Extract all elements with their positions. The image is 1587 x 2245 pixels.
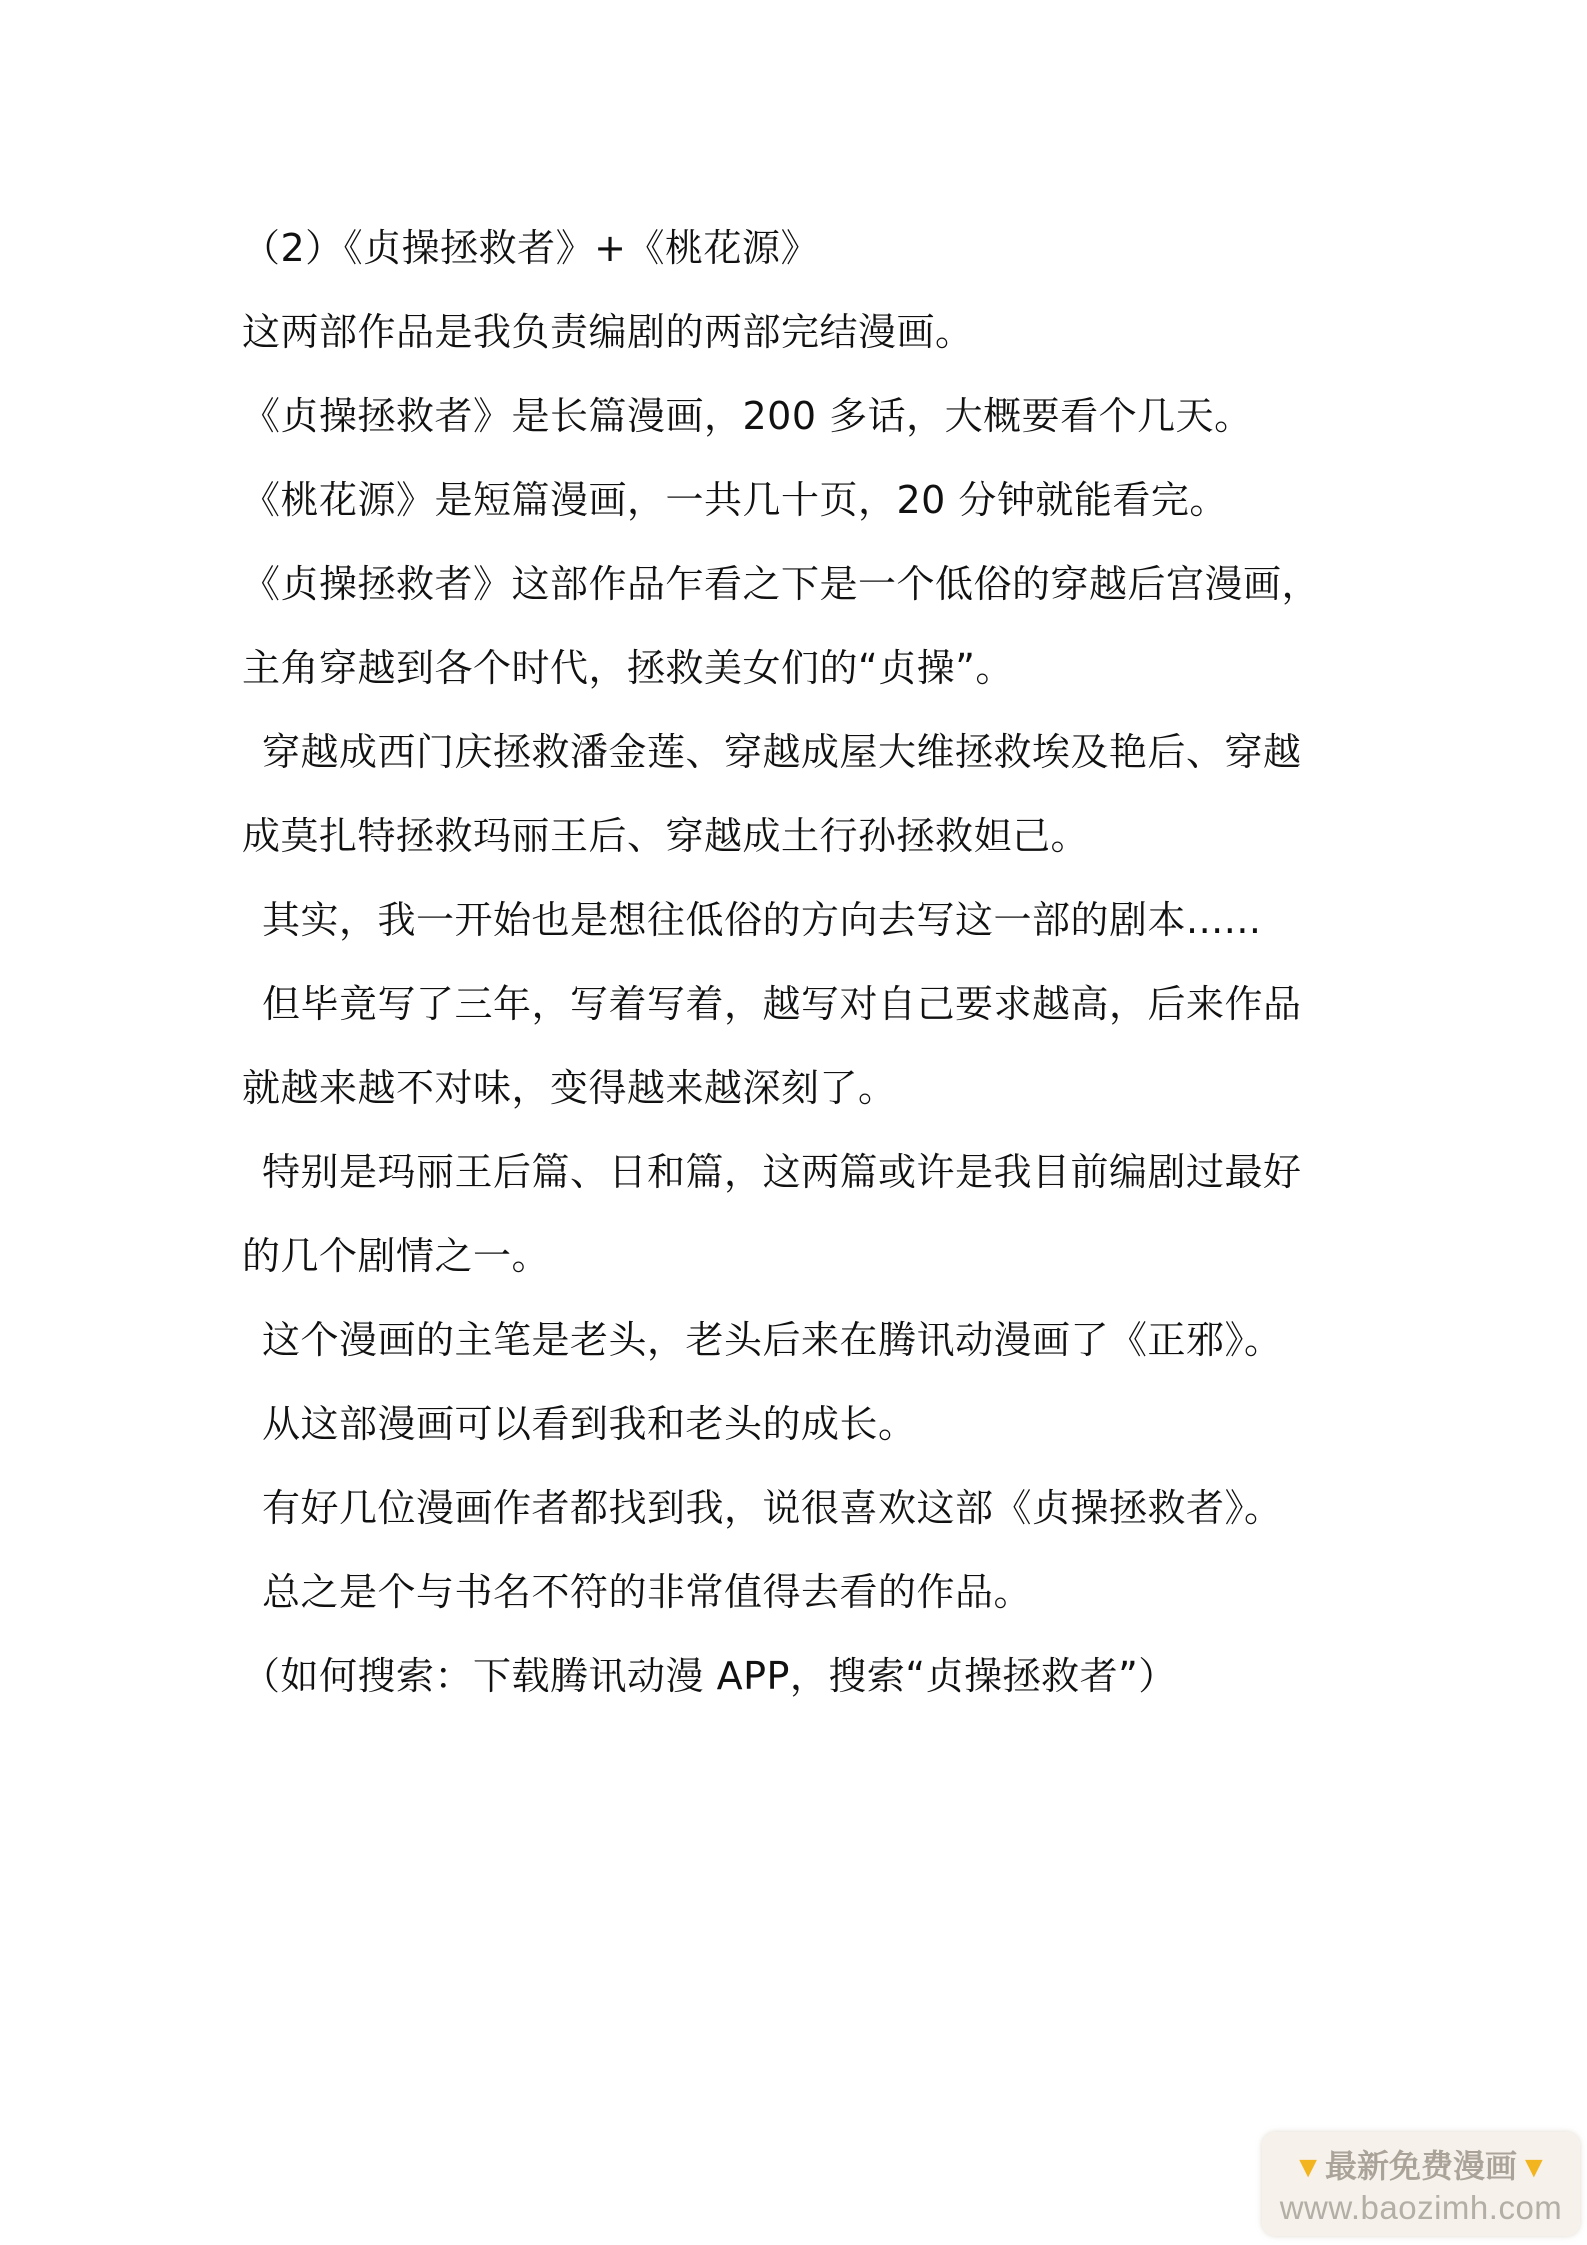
paragraph-line: 但毕竟写了三年，写着写着，越写对自己要求越高，后来作品 <box>262 982 1302 1026</box>
paragraph-line: 有好几位漫画作者都找到我，说很喜欢这部《贞操拯救者》。 <box>262 1486 1283 1530</box>
paragraph-line: 《贞操拯救者》是长篇漫画，200 多话，大概要看个几天。 <box>242 394 1253 438</box>
search-hint-line: （如何搜索：下载腾讯动漫 APP，搜索“贞操拯救者”） <box>242 1654 1177 1698</box>
paragraph-line: 其实，我一开始也是想往低俗的方向去写这一部的剧本...... <box>262 898 1262 942</box>
paragraph-line: 这两部作品是我负责编剧的两部完结漫画。 <box>242 310 974 354</box>
document-body <box>242 206 1372 1718</box>
section-heading: （2）《贞操拯救者》+《桃花源》 <box>242 226 820 270</box>
paragraph-line: 的几个剧情之一。 <box>242 1234 551 1278</box>
paragraph-line: 主角穿越到各个时代，拯救美女们的“贞操”。 <box>242 646 1014 690</box>
paragraph-line: 穿越成西门庆拯救潘金莲、穿越成屋大维拯救埃及艳后、穿越 <box>262 730 1302 774</box>
watermark-title: 最新免费漫画 <box>1324 2148 1517 2184</box>
pointing-down-hand-icon: ▼ <box>1519 2151 1549 2184</box>
paragraph-line: 特别是玛丽王后篇、日和篇，这两篇或许是我目前编剧过最好 <box>262 1150 1302 1194</box>
watermark-badge[interactable] <box>1262 2132 1580 2236</box>
paragraph-line: 成莫扎特拯救玛丽王后、穿越成土行孙拯救妲己。 <box>242 814 1090 858</box>
paragraph-line: 总之是个与书名不符的非常值得去看的作品。 <box>262 1570 1033 1614</box>
watermark-url[interactable]: www.baozimh.com <box>1279 2189 1563 2226</box>
paragraph-line: 《桃花源》是短篇漫画，一共几十页，20 分钟就能看完。 <box>242 478 1228 522</box>
paragraph-line: 这个漫画的主笔是老头，老头后来在腾讯动漫画了《正邪》。 <box>262 1318 1283 1362</box>
paragraph-line: 就越来越不对味，变得越来越深刻了。 <box>242 1066 897 1110</box>
pointing-down-hand-icon: ▼ <box>1293 2151 1323 2184</box>
paragraph-line: 从这部漫画可以看到我和老头的成长。 <box>262 1402 917 1446</box>
paragraph-line: 《贞操拯救者》这部作品乍看之下是一个低俗的穿越后宫漫画， <box>242 562 1321 606</box>
